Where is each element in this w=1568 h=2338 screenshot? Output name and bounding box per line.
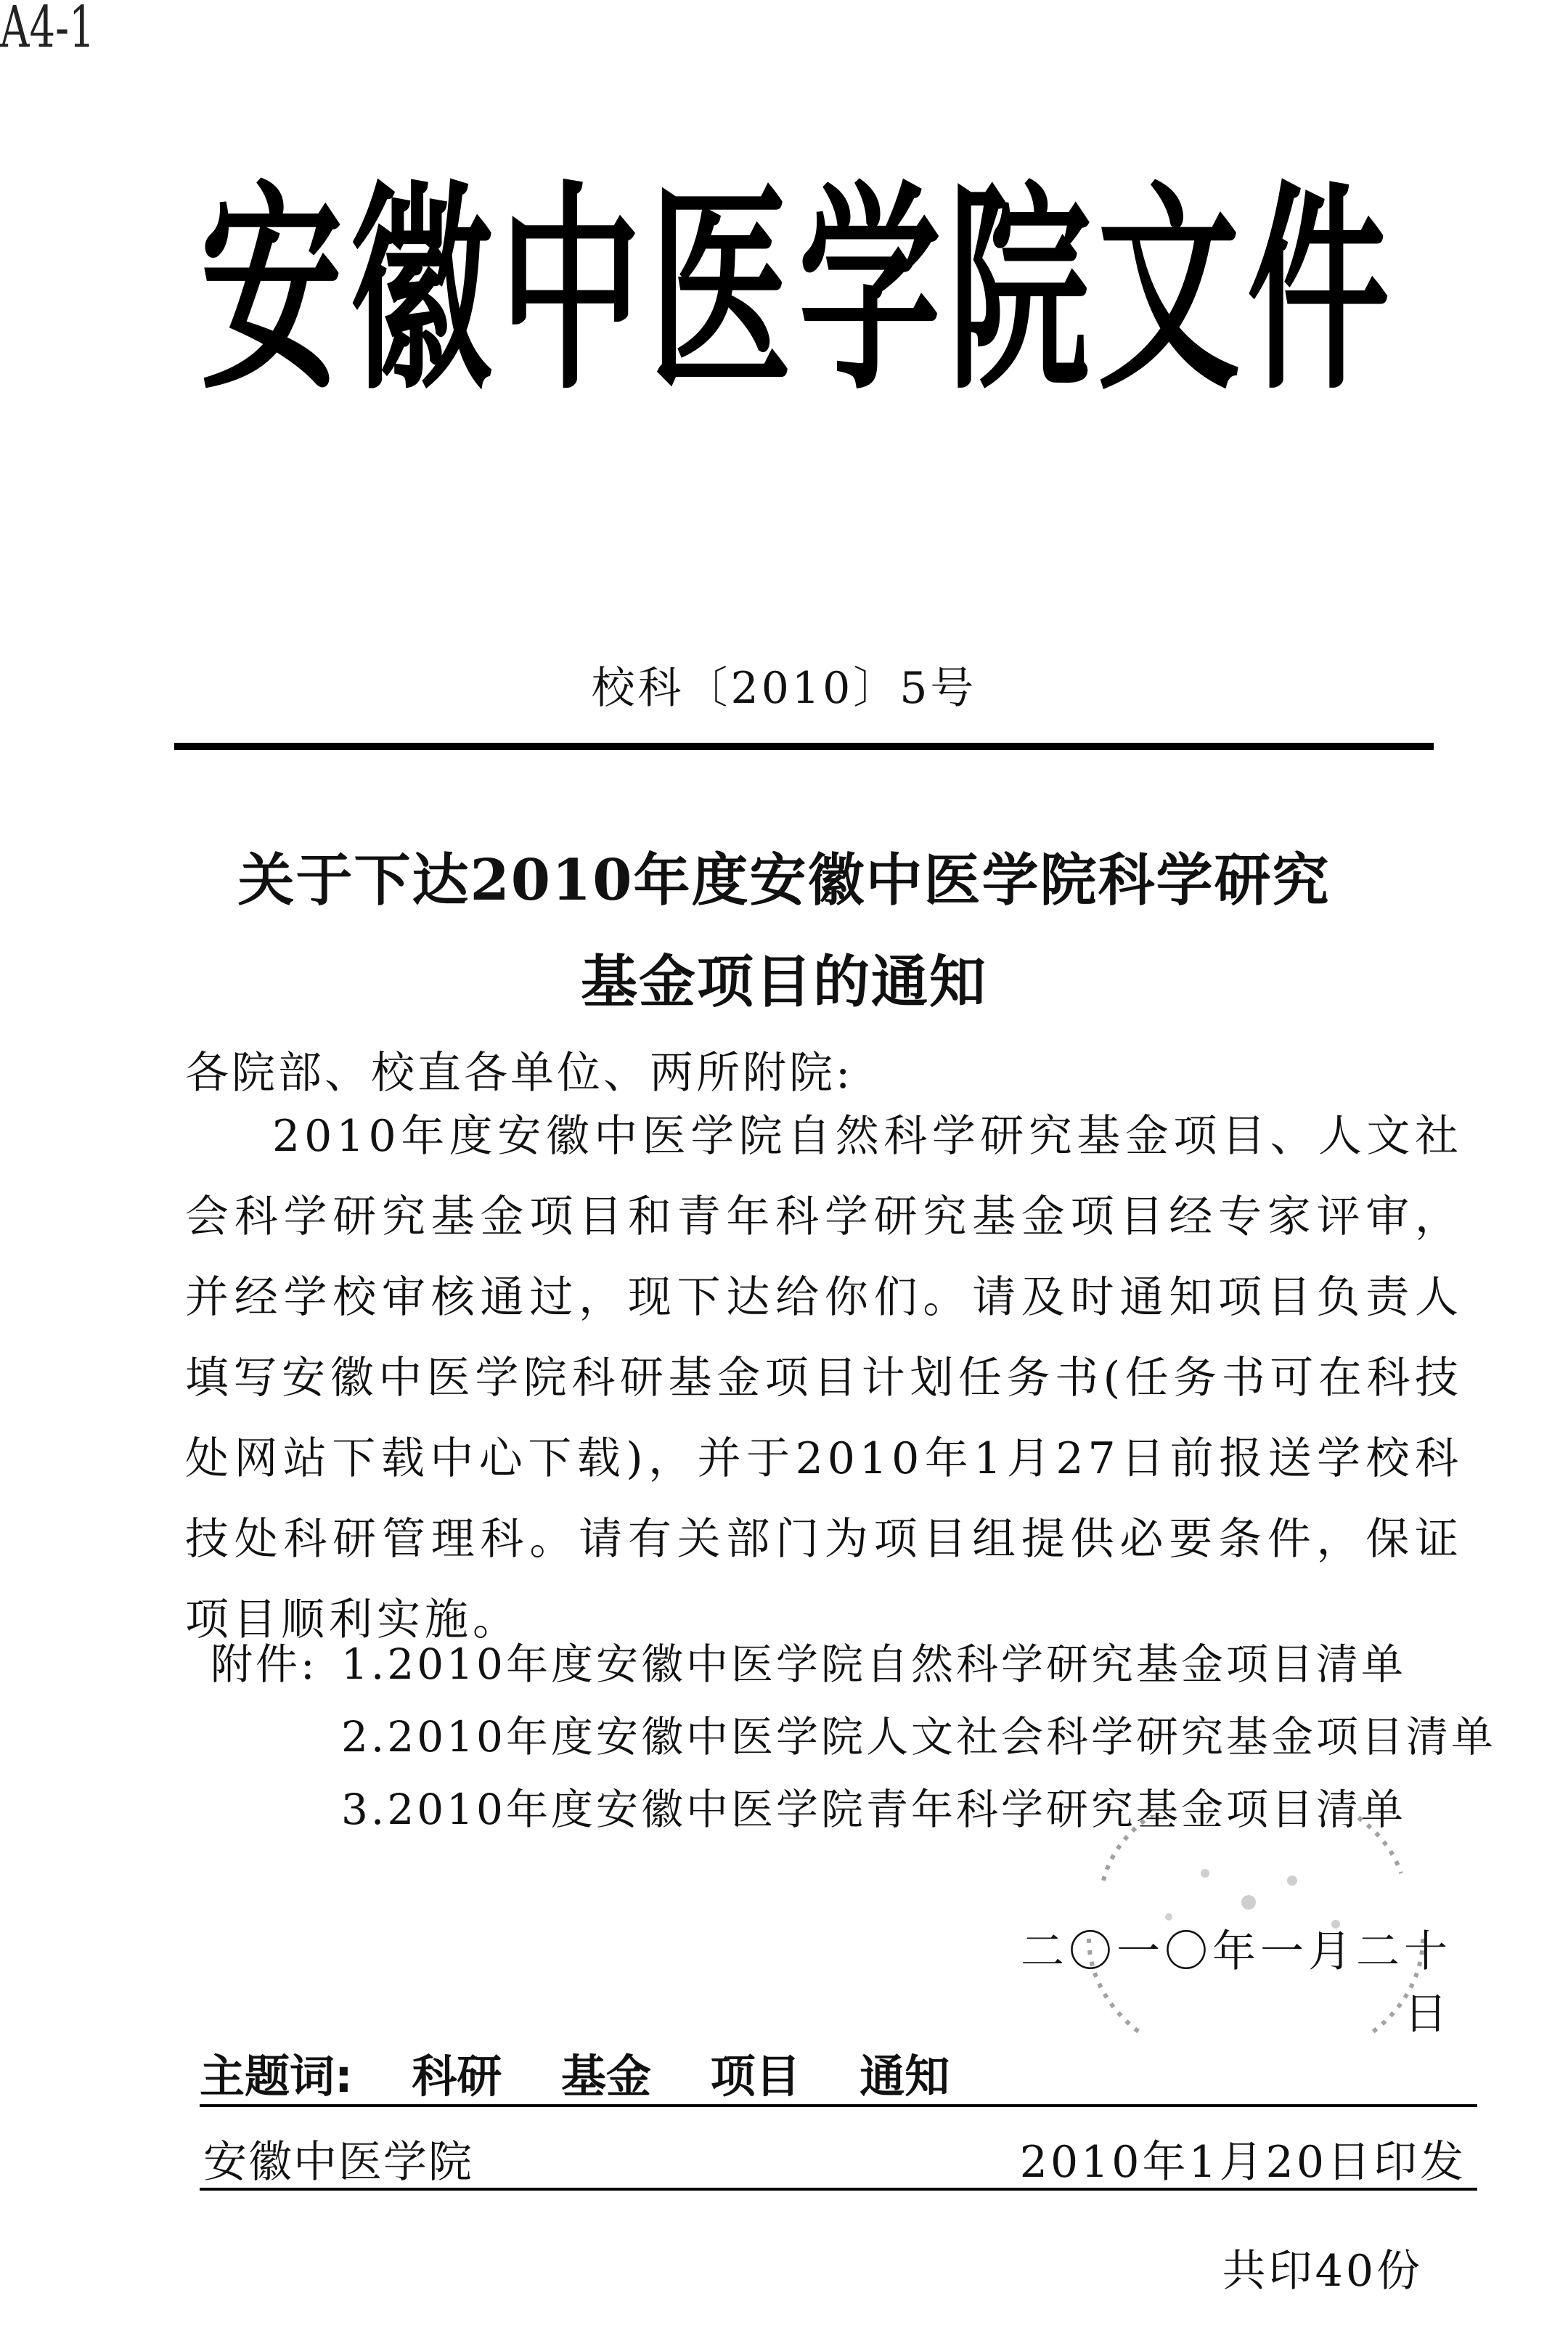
issuing-organization: 安徽中医学院 — [203, 2137, 473, 2188]
footer-divider — [200, 2188, 1477, 2191]
keyword: 科研 — [412, 2050, 502, 2103]
corner-handwritten-mark: A4-1 — [0, 0, 95, 61]
attachment-item: 3.2010年度安徽中医学院青年科学研究基金项目清单 — [341, 1785, 1406, 1834]
masthead-title: 安徽中医学院文件 — [200, 163, 1397, 420]
notice-title-line-1: 关于下达2010年度安徽中医学院科学研究 — [237, 847, 1331, 913]
attachment-item: 1.2010年度安徽中医学院自然科学研究基金项目清单 — [341, 1640, 1406, 1689]
salutation: 各院部、校直各单位、两所附院: — [185, 1048, 854, 1099]
subject-keywords — [200, 2040, 950, 2105]
document-number: 校科〔2010〕5号 — [591, 663, 977, 714]
copies-printed: 共印40份 — [1222, 2246, 1423, 2297]
keyword: 通知 — [859, 2050, 950, 2103]
footer-divider — [200, 2104, 1477, 2107]
signature-date: 二〇一〇年一月二十日 — [1021, 1926, 1452, 2040]
keyword: 基金 — [561, 2050, 652, 2103]
masthead-divider — [174, 743, 1434, 750]
subject-label: 主题词: — [200, 2050, 353, 2103]
issue-date: 2010年1月20日印发 — [1019, 2137, 1466, 2188]
attachment-item: 2.2010年度安徽中医学院人文社会科学研究基金项目清单 — [341, 1712, 1496, 1761]
notice-title-line-2: 基金项目的通知 — [580, 949, 987, 1015]
body-paragraph: 2010年度安徽中医学院自然科学研究基金项目、人文社会科学研究基金项目和青年科学研究基金项目经专家评审，并经学校审核通过，现下达给你们。请及时通知项目负责人填写安徽中医学院科研基金项目计划任务书(任务书可在科技处网站下载中心下载)，并于2010年1月27日前报送学校科技处科研管理科。请有关部门为项目组提供必要条件，保证项目顺利实施。 — [185, 1111, 1463, 1645]
keyword: 项目 — [710, 2050, 801, 2103]
attachments-label: 附件: — [211, 1640, 318, 1689]
